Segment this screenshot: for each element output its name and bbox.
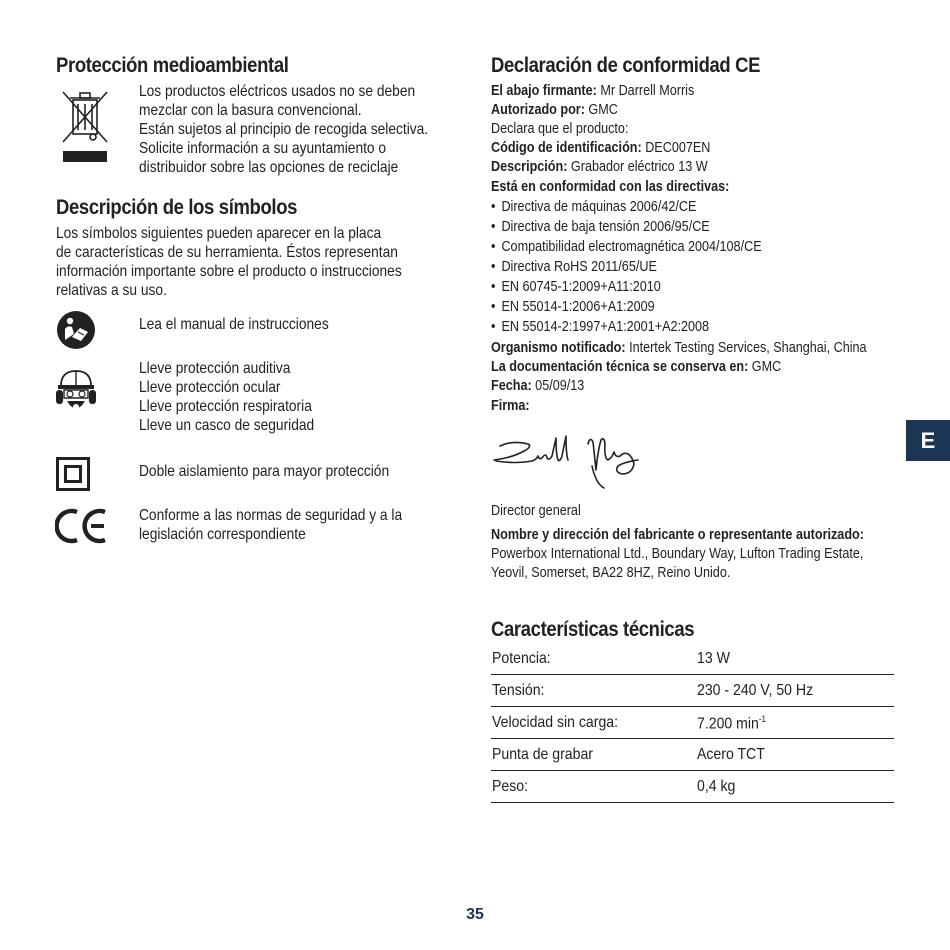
signer-title: Director general [491,503,581,519]
env-line: distribuidor sobre las opciones de reciclaje [139,159,399,176]
read-manual-icon [56,310,96,350]
conformity-line [491,178,729,198]
directive-item: • Directiva de máquinas 2006/42/CE [491,199,697,215]
spec-value: 0,4 kg [697,778,736,795]
env-title: Protección medioambiental [56,54,289,77]
id-value: DEC007EN [641,140,711,156]
directive-item: • EN 60745-1:2009+A11:2010 [491,279,661,295]
directive-text: Directiva de máquinas 2006/42/CE [501,199,697,215]
ce-line: Conforme a las normas de seguridad y a la [139,507,403,524]
double-insulation-icon [56,457,90,491]
ppe-line: Lleve protección auditiva [139,360,291,377]
undersigned-line [491,82,694,102]
language-tab: E [906,420,950,461]
spec-key: Punta de grabar [492,746,593,763]
directive-text: Directiva de baja tensión 2006/95/CE [501,219,710,235]
intro-line: información importante sobre el producto o instrucciones [56,263,402,280]
page-number: 35 [466,906,484,923]
ce-text [139,506,402,544]
spec-value: 230 - 240 V, 50 Hz [697,682,814,699]
manufacturer-line: Powerbox International Ltd., Boundary Way, Lufton Trading Estate, [491,546,864,562]
ppe-line: Lleve protección respiratoria [139,398,312,415]
env-line: Solicite información a su ayuntamiento o [139,140,387,157]
manufacturer-label-line [491,526,864,546]
directive-text: EN 55014-2:1997+A1:2001+A2:2008 [501,319,710,335]
spec-value: 13 W [697,650,730,667]
directive-text: Directiva RoHS 2011/65/UE [501,259,657,275]
techdoc-label: La documentación técnica se conserva en: [491,359,749,375]
date-label: Fecha: [491,378,532,394]
spec-superscript: -1 [758,714,766,724]
decl-title: Declaración de conformidad CE [491,54,761,77]
spec-value-with-unit [697,714,766,733]
directive-item: • EN 55014-1:2006+A1:2009 [491,299,655,315]
spec-row [491,643,894,675]
desc-value: Grabador eléctrico 13 W [567,159,708,175]
notified-value: Intertek Testing Services, Shanghai, China [625,340,867,356]
symbols-intro [56,224,402,300]
intro-line: relativas a su uso. [56,282,167,299]
undersigned-value: Mr Darrell Morris [596,83,695,99]
desc-label: Descripción: [491,159,568,175]
undersigned-label: El abajo firmante: [491,83,597,99]
authorised-line [491,101,618,121]
directive-text: EN 55014-1:2006+A1:2009 [501,299,655,315]
directive-item: • Directiva de baja tensión 2006/95/CE [491,219,710,235]
env-line: Están sujetos al principio de recogida selectiva. [139,121,429,138]
notified-label: Organismo notificado: [491,340,626,356]
date-line [491,377,584,397]
ce-mark-icon [55,507,109,545]
authorised-label: Autorizado por: [491,102,585,118]
specs-table [491,643,894,803]
spec-key: Potencia: [492,650,551,667]
spec-key: Velocidad sin carga: [492,714,619,731]
spec-row [491,707,894,739]
directive-item: • Directiva RoHS 2011/65/UE [491,259,657,275]
directive-text: Compatibilidad electromagnética 2004/108/CE [501,239,762,255]
ppe-icon [55,368,97,418]
conformity-label: Está en conformidad con las directivas: [491,179,730,195]
ppe-line: Lleve protección ocular [139,379,281,396]
techdoc-line [491,358,781,378]
manufacturer-label: Nombre y dirección del fabricante o representante autorizado: [491,527,864,543]
authorised-value: GMC [584,102,618,118]
directive-item: • Compatibilidad electromagnética 2004/108/CE [491,239,762,255]
spec-row [491,771,894,803]
spec-value: 7.200 min [697,715,759,733]
id-line [491,139,710,159]
manual-text: Lea el manual de instrucciones [139,316,329,333]
env-line: mezclar con la basura convencional. [139,102,362,119]
intro-line: de características de su herramienta. Éstos representan [56,244,398,261]
env-text [139,82,428,177]
intro-line: Los símbolos siguientes pueden aparecer en la placa [56,225,382,242]
directive-item: • EN 55014-2:1997+A1:2001+A2:2008 [491,319,710,335]
date-value: 05/09/13 [531,378,585,394]
ppe-text [139,359,314,435]
id-label: Código de identificación: [491,140,642,156]
spec-key: Peso: [492,778,529,795]
env-line: Los productos eléctricos usados no se deben [139,83,416,100]
manufacturer-line: Yeovil, Somerset, BA22 8HZ, Reino Unido. [491,565,731,581]
spec-value: Acero TCT [697,746,765,763]
spec-key: Tensión: [492,682,545,699]
ppe-line: Lleve un casco de seguridad [139,417,315,434]
notified-line [491,339,867,359]
directive-text: EN 60745-1:2009+A11:2010 [501,279,661,295]
spec-row [491,739,894,771]
ce-line: legislación correspondiente [139,526,306,543]
signature-line [491,397,530,417]
double-insulation-text: Doble aislamiento para mayor protección [139,463,390,480]
specs-title: Características técnicas [491,618,695,641]
techdoc-value: GMC [748,359,782,375]
spec-row [491,675,894,707]
weee-bin-icon [60,88,110,164]
declares-line: Declara que el producto: [491,121,629,137]
desc-line [491,158,708,178]
symbols-title: Descripción de los símbolos [56,196,298,219]
handwritten-signature [492,430,644,492]
signature-label: Firma: [491,398,530,414]
